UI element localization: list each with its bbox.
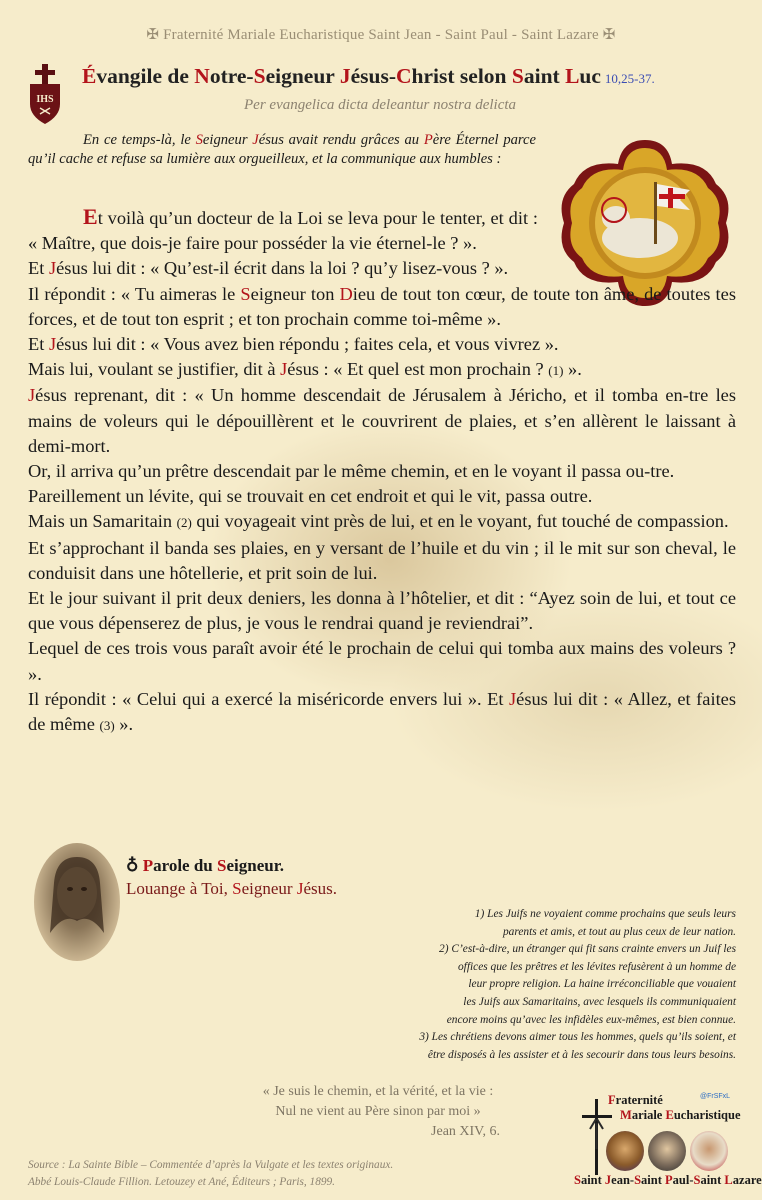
verse-10: Et s’approchant il banda ses plaies, en y versant de l’huile et du vin ; il le mit sur son cheval, le conduisit dans une hôtellerie, et prit soin de lui. (28, 537, 736, 583)
footnote-line: 3) Les chrétiens devons aimer tous les hommes, quels qu’ils soient, et (419, 1031, 736, 1044)
footnote-ref-1: (1) (548, 363, 564, 379)
footnote-line: parents et amis, et tout au plus ceux de leur nation. (502, 925, 736, 938)
christ-portrait-image (34, 843, 120, 961)
footnote-ref-2: (2) (176, 515, 192, 531)
verse-8: Pareillement un lévite, qui se trouvait en cet endroit et qui le vit, passa outre. (28, 486, 593, 507)
fraternity-logo (574, 1093, 762, 1193)
footnote-line: leur propre religion. La haine irréconciliable que vouaient (468, 978, 736, 991)
crucifix-icon (580, 1099, 614, 1175)
footnote-ref-3: (3) (99, 718, 115, 734)
verse-6: Jésus reprenant, dit : « Un homme descendait de Jérusalem à Jéricho, et il tomba en-tre les mains de voleurs qui le dépouillèrent et le couvrirent de plaies, et s’en allèrent le laissant à demi-mort. (28, 385, 736, 456)
verse-1: Et voilà qu’un docteur de la Loi se leva pour le tenter, et dit : « Maître, que dois-je faire pour posséder la vie éternel-le ? ». (28, 204, 538, 254)
verse-12: Lequel de ces trois vous paraît avoir été le prochain de celui qui tomba aux mains des voleurs ? ». (28, 638, 736, 684)
gospel-reference: 10,25-37. (604, 71, 655, 86)
verse-3: Il répondit : « Tu aimeras le Seigneur ton Dieu de tout ton cœur, de toute ton âme, de toutes tes forces, et de tout ton esprit ; et ton prochain comme toi-même ». (28, 283, 736, 329)
footnote-line: être disposés à les assister et à les secourir dans tous leurs besoins. (427, 1048, 736, 1061)
footnote-line: 1) Les Juifs ne voyaient comme prochains que seuls leurs (474, 908, 736, 920)
footnotes (358, 906, 736, 1064)
logo-line-1: Fraternité (608, 1093, 663, 1107)
page-title: Évangile de Notre-Seigneur Jésus-Christ selon Saint Luc 10,25-37. (82, 64, 655, 88)
saint-paul-icon (648, 1131, 686, 1171)
footnote-line: 2) C’est-à-dire, un étranger qui fit sans crainte envers un Juif les (439, 943, 736, 956)
twitter-handle: @FrSFxL (700, 1093, 731, 1100)
verse-4: Et Jésus lui dit : « Vous avez bien répondu ; faites cela, et vous vivrez ». (28, 334, 559, 355)
closing-acclamation: ♁ Parole du Seigneur. Louange à Toi, Seigneur Jésus. (126, 856, 337, 898)
saint-lazarus-icon (690, 1131, 728, 1171)
page-header: ✠ Fraternité Mariale Eucharistique Saint Jean - Saint Paul - Saint Lazare ✠ (146, 27, 616, 43)
verse-11: Et le jour suivant il prit deux deniers, les donna à l’hôtelier, et dit : “Ayez soin de lui, et tout ce que vous dépenserez de plus, je vous le rendrai quand je reviendrai”. (28, 588, 736, 634)
closing-quote: « Je suis le chemin, et la vérité, et la vie : Nul ne vient au Père sinon par moi » Jean XIV, 6. (228, 1082, 528, 1142)
footnote-line: encore moins qu’avec les infidèles eux-mêmes, est bien connue. (446, 1013, 736, 1026)
saint-john-icon (606, 1131, 644, 1171)
source-citation: Source : La Sainte Bible – Commentée d’après la Vulgate et les textes originaux. Abbé Louis-Claude Fillion. Letouzey et Ané, Éditeurs ; Paris, 1899. (28, 1159, 394, 1188)
verse-13: Il répondit : « Celui qui a exercé la miséricorde envers lui ». Et Jésus lui dit : « Allez, et faites de même (3) ». (28, 688, 736, 735)
intro-paragraph: En ce temps-là, le Seigneur Jésus avait rendu grâces au Père Éternel parce qu’il cache et refuse sa lumière aux orgueilleux, et la communique aux humbles : (28, 132, 537, 167)
latin-subtitle: Per evangelica dicta deleantur nostra delicta (244, 97, 517, 113)
verse-9: Mais un Samaritain (2) qui voyageait vint près de lui, et en le voyant, fut touché de compassion. (28, 511, 729, 532)
gospel-body (28, 204, 736, 738)
verse-2: Et Jésus lui dit : « Qu’est-il écrit dans la loi ? qu’y lisez-vous ? ». (28, 258, 509, 279)
ihs-badge-icon (28, 64, 62, 124)
footnote-line: offices que les prêtres et les lévites refusèrent à un homme de (457, 960, 736, 973)
verse-5: Mais lui, voulant se justifier, dit à Jésus : « Et quel est mon prochain ? (1) ». (28, 359, 582, 380)
quote-reference: Jean XIV, 6. (431, 1124, 500, 1139)
verse-7: Or, il arriva qu’un prêtre descendait par le même chemin, et en le voyant il passa ou-tre. (28, 461, 675, 482)
logo-line-3: Saint Jean-Saint Paul-Saint Lazare (574, 1173, 762, 1187)
ihs-monogram: IHS (36, 94, 54, 105)
footnote-line: les Juifs aux Samaritains, avec lesquels ils communiquaient (463, 995, 736, 1008)
logo-line-2: Mariale Eucharistique (620, 1108, 741, 1122)
